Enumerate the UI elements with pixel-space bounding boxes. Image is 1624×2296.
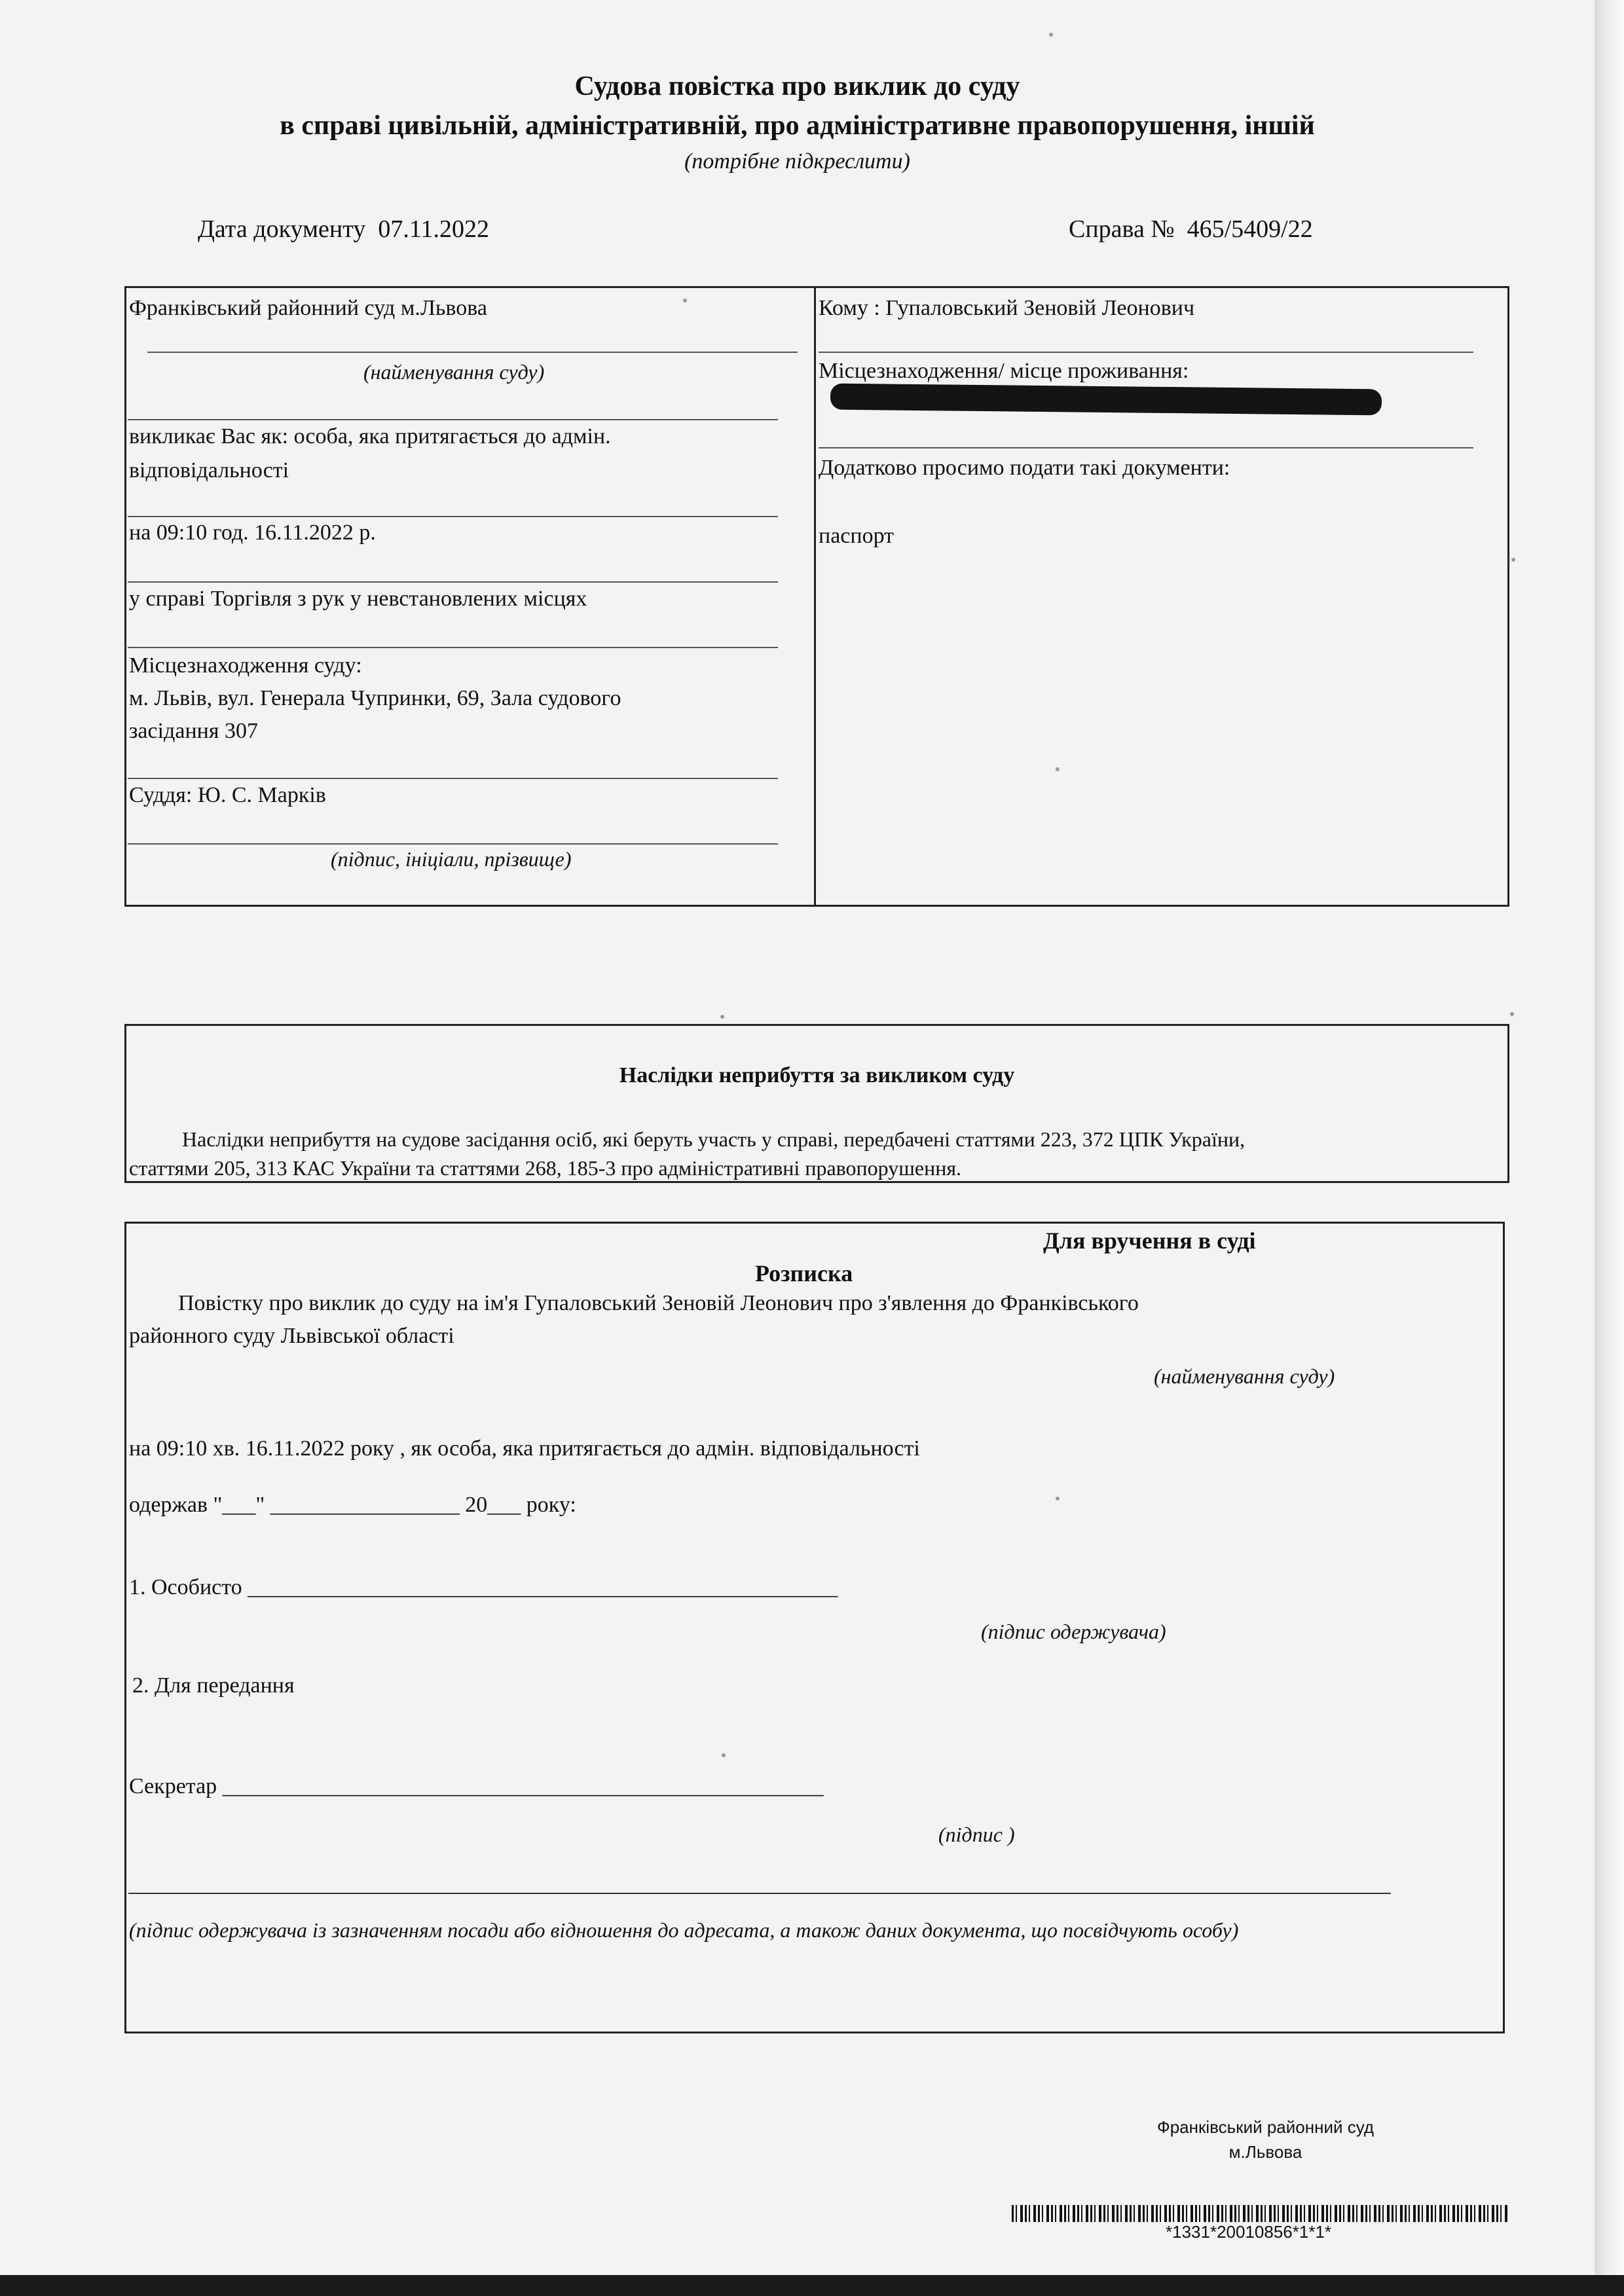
separator-line xyxy=(128,581,778,583)
secretary-line: Секретар ______________________________________________________ xyxy=(129,1774,824,1798)
document-date-value: 07.11.2022 xyxy=(378,215,489,243)
column-divider xyxy=(814,286,816,907)
separator-line xyxy=(819,447,1473,448)
hearing-time: на 09:10 год. 16.11.2022 р. xyxy=(129,520,376,545)
extra-documents-value: паспорт xyxy=(819,524,894,548)
court-caption: (найменування суду) xyxy=(1154,1364,1335,1388)
court-name-line xyxy=(147,352,798,353)
barcode xyxy=(1012,2205,1509,2222)
scan-speck xyxy=(1510,1012,1514,1016)
consequences-title: Наслідки неприбуття за викликом суду xyxy=(619,1063,1015,1087)
receipt-title: Розписка xyxy=(755,1260,853,1286)
separator-line xyxy=(128,778,778,779)
received-line: одержав "___" _________________ 20___ року: xyxy=(129,1493,576,1517)
receipt-line-1: Повістку про виклик до суду на ім'я Гупаловський Зеновій Леонович про з'явлення до Франківського xyxy=(178,1291,1139,1315)
scan-speck xyxy=(1056,767,1060,771)
court-name: Франківський районний суд м.Львова xyxy=(129,296,487,320)
court-location-line-1: м. Львів, вул. Генерала Чупринки, 69, Зала судового xyxy=(129,686,621,710)
summons-role-line-2: відповідальності xyxy=(129,458,289,483)
barcode-text: *1331*20010856*1*1* xyxy=(1166,2222,1332,2242)
case-number-value: 465/5409/22 xyxy=(1187,215,1313,243)
case-subject: у справі Торгівля з рук у невстановлених місцях xyxy=(129,587,587,611)
personal-caption: (підпис одержувача) xyxy=(981,1620,1166,1643)
extra-documents-label: Додатково просимо подати такі документи: xyxy=(819,456,1230,480)
recipient-signature-line xyxy=(128,1893,1391,1894)
paper-edge xyxy=(1595,0,1624,2275)
transfer-line: 2. Для передання xyxy=(132,1673,295,1698)
consequences-text-line-2: статтями 205, 313 КАС України та статтями 268, 185-3 про адміністративні правопорушення. xyxy=(129,1156,962,1180)
judge-name: Суддя: Ю. С. Марків xyxy=(129,783,326,807)
separator-line xyxy=(128,419,778,420)
residence-label: Місцезнаходження/ місце проживання: xyxy=(819,359,1189,383)
scan-speck xyxy=(1511,558,1515,562)
document-date-label: Дата документу xyxy=(198,215,366,243)
scan-speck xyxy=(720,1015,724,1019)
case-number xyxy=(1069,215,1313,244)
separator-line xyxy=(128,516,778,517)
title-note: (потрібне підкреслити) xyxy=(684,149,910,173)
receipt-line-2: районного суду Львівської області xyxy=(129,1324,454,1348)
secretary-caption: (підпис ) xyxy=(938,1823,1015,1846)
signature-caption: (підпис, ініціали, прізвище) xyxy=(331,847,572,871)
footer-court-line-1: Франківський районний суд xyxy=(1156,2117,1375,2137)
title-line-1: Судова повістка про виклик до суду xyxy=(574,71,1020,101)
document-date xyxy=(198,215,489,244)
case-number-label: Справа № xyxy=(1069,215,1175,243)
recipient: Кому : Гупаловський Зеновій Леонович xyxy=(819,296,1195,320)
recipient-caption: (підпис одержувача із зазначенням посади або відношення до адресата, а також даних документа, що посвідчують особу) xyxy=(129,1918,1239,1942)
scan-speck xyxy=(683,299,687,302)
delivery-note: Для вручення в суді xyxy=(1043,1228,1256,1254)
title-line-2: в справі цивільній, адміністративній, про адміністративне правопорушення, іншій xyxy=(280,111,1315,141)
footer-court-line-2: м.Львова xyxy=(1228,2142,1302,2162)
personal-delivery-line: 1. Особисто _____________________________________________________ xyxy=(129,1575,838,1599)
scan-speck xyxy=(722,1753,726,1757)
scan-speck xyxy=(1056,1497,1060,1501)
summons-role-line-1: викликає Вас як: особа, яка притягається до адмін. xyxy=(129,424,611,448)
scan-speck xyxy=(1049,33,1053,37)
court-name-caption: (найменування суду) xyxy=(363,360,545,384)
separator-line xyxy=(819,352,1473,353)
court-location-line-2: засідання 307 xyxy=(129,719,258,743)
court-location-label: Місцезнаходження суду: xyxy=(129,653,362,678)
receipt-time-line: на 09:10 хв. 16.11.2022 року , як особа, яка притягається до адмін. відповідальності xyxy=(129,1436,920,1461)
separator-line xyxy=(128,647,778,648)
scan-border xyxy=(0,2275,1624,2296)
consequences-text-line-1: Наслідки неприбуття на судове засідання осіб, які беруть участь у справі, передбачені статтями 223, 372 ЦПК України, xyxy=(182,1127,1246,1151)
separator-line xyxy=(128,843,778,845)
